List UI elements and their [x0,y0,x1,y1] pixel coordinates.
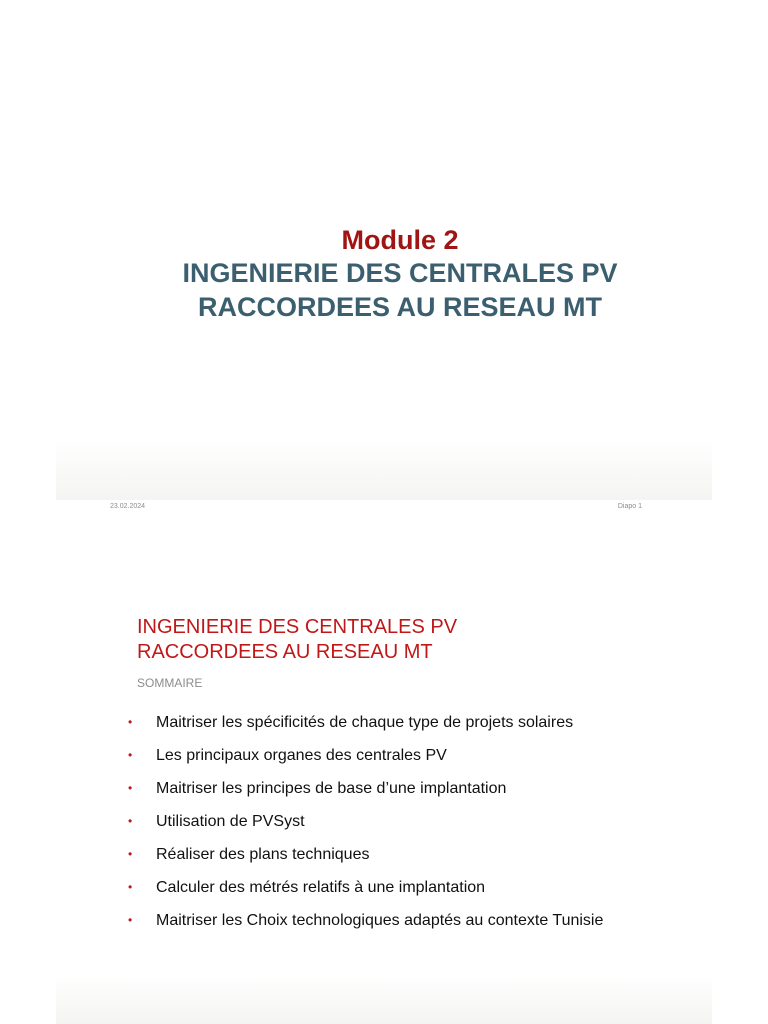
bullet-item [128,811,668,832]
bullet-item [128,844,668,865]
title-block [56,224,712,324]
bullet-text: Réaliser des plans techniques [156,846,370,863]
bullet-item [128,712,668,733]
bullet-text: Maitriser les Choix technologiques adaptés au contexte Tunisie [156,912,604,929]
bullet-dot-icon: • [128,913,133,927]
summary-bullet-list [128,712,668,943]
slide-footer [56,500,712,520]
slide-bottom-shade [56,974,712,1024]
bullet-text: Maitriser les spécificités de chaque type de projets solaires [156,714,574,731]
title-slide [56,0,712,500]
summary-title-line-2: RACCORDEES AU RESEAU MT [137,641,433,663]
bullet-text: Utilisation de PVSyst [156,813,305,830]
bullet-item [128,778,668,799]
bullet-dot-icon: • [128,715,133,729]
bullet-dot-icon: • [128,847,133,861]
bullet-dot-icon: • [128,814,133,828]
footer-date: 23.02.2024 [110,503,146,510]
slide-bottom-shade [56,440,712,500]
bullet-item [128,877,668,898]
footer-slide-number: Diapo 1 [617,503,642,510]
bullet-text: Calculer des métrés relatifs à une implantation [156,879,486,896]
bullet-text: Maitriser les principes de base d’une implantation [156,780,507,797]
bullet-dot-icon: • [128,781,133,795]
summary-title-line-1: INGENIERIE DES CENTRALES PV [137,616,458,638]
bullet-dot-icon: • [128,880,133,894]
main-title-line-2: RACCORDEES AU RESEAU MT [197,292,603,322]
summary-slide [56,588,712,1024]
bullet-dot-icon: • [128,748,133,762]
summary-subtitle: SOMMAIRE [137,676,203,690]
module-title: Module 2 [341,225,459,255]
summary-title [137,615,457,665]
bullet-text: Les principaux organes des centrales PV [156,747,447,764]
bullet-item [128,910,668,931]
main-title-line-1: INGENIERIE DES CENTRALES PV [182,258,618,288]
bullet-item [128,745,668,766]
